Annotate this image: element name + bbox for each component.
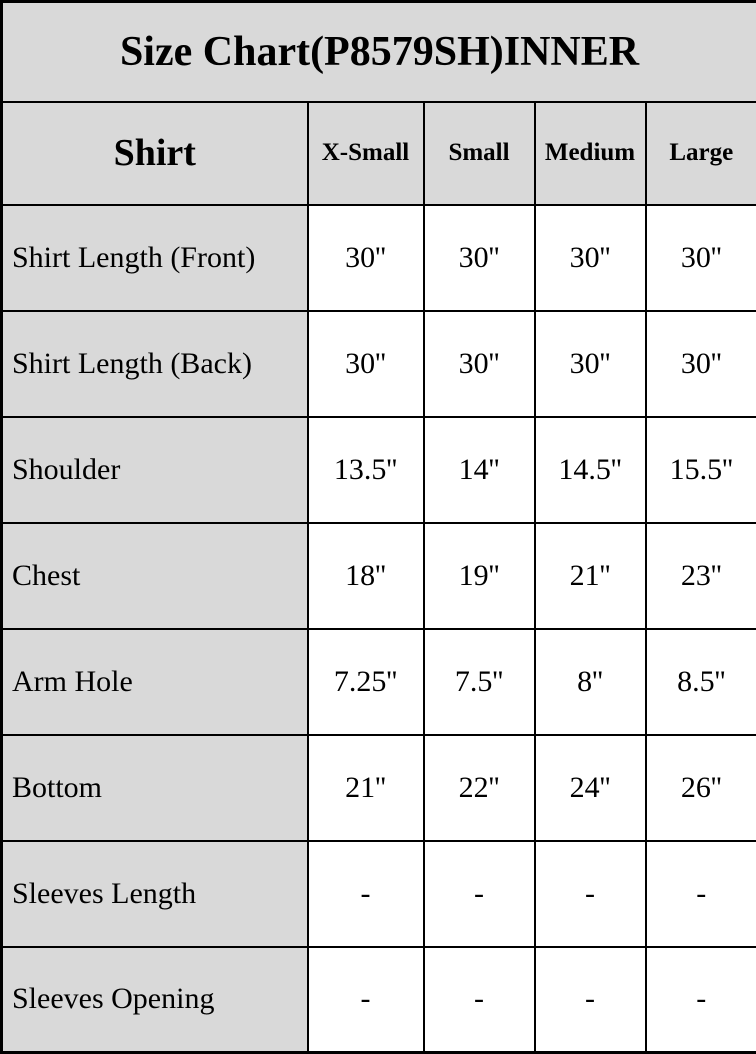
measurement-value: 23'' bbox=[646, 523, 756, 629]
measurement-value: - bbox=[308, 947, 424, 1053]
column-header-xsmall: X-Small bbox=[308, 102, 424, 205]
measurement-value: 19'' bbox=[424, 523, 535, 629]
measurement-value: 24'' bbox=[535, 735, 646, 841]
measurement-value: 30'' bbox=[646, 311, 756, 417]
measurement-label: Shirt Length (Front) bbox=[2, 205, 308, 311]
measurement-value: - bbox=[535, 947, 646, 1053]
measurement-value: - bbox=[424, 841, 535, 947]
measurement-value: 21'' bbox=[535, 523, 646, 629]
column-header-medium: Medium bbox=[535, 102, 646, 205]
measurement-label: Sleeves Opening bbox=[2, 947, 308, 1053]
measurement-value: - bbox=[535, 841, 646, 947]
header-row bbox=[2, 102, 756, 205]
measurement-value: 13.5'' bbox=[308, 417, 424, 523]
column-header-shirt: Shirt bbox=[2, 102, 308, 205]
measurement-value: 30'' bbox=[308, 205, 424, 311]
measurement-value: 30'' bbox=[424, 205, 535, 311]
measurement-value: - bbox=[308, 841, 424, 947]
measurement-label: Shirt Length (Back) bbox=[2, 311, 308, 417]
table-row bbox=[2, 841, 756, 947]
measurement-label: Shoulder bbox=[2, 417, 308, 523]
measurement-value: 18'' bbox=[308, 523, 424, 629]
table-row bbox=[2, 947, 756, 1053]
measurement-value: 8'' bbox=[535, 629, 646, 735]
measurement-value: - bbox=[646, 841, 756, 947]
measurement-value: 30'' bbox=[646, 205, 756, 311]
measurement-label: Arm Hole bbox=[2, 629, 308, 735]
measurement-value: 7.25'' bbox=[308, 629, 424, 735]
measurement-value: - bbox=[424, 947, 535, 1053]
column-header-large: Large bbox=[646, 102, 756, 205]
title-row bbox=[2, 2, 756, 102]
measurement-value: 15.5'' bbox=[646, 417, 756, 523]
chart-title: Size Chart(P8579SH)INNER bbox=[2, 2, 756, 102]
column-header-small: Small bbox=[424, 102, 535, 205]
table-row bbox=[2, 417, 756, 523]
table-row bbox=[2, 735, 756, 841]
table-row bbox=[2, 629, 756, 735]
table-row bbox=[2, 205, 756, 311]
table-row bbox=[2, 523, 756, 629]
measurement-label: Chest bbox=[2, 523, 308, 629]
measurement-value: 14'' bbox=[424, 417, 535, 523]
table-row bbox=[2, 311, 756, 417]
measurement-label: Bottom bbox=[2, 735, 308, 841]
measurement-value: 14.5'' bbox=[535, 417, 646, 523]
measurement-value: 30'' bbox=[535, 311, 646, 417]
measurement-value: 22'' bbox=[424, 735, 535, 841]
measurement-value: 7.5'' bbox=[424, 629, 535, 735]
measurement-value: 30'' bbox=[424, 311, 535, 417]
measurement-value: 30'' bbox=[535, 205, 646, 311]
measurement-value: 26'' bbox=[646, 735, 756, 841]
measurement-value: 30'' bbox=[308, 311, 424, 417]
measurement-value: - bbox=[646, 947, 756, 1053]
measurement-value: 21'' bbox=[308, 735, 424, 841]
measurement-value: 8.5'' bbox=[646, 629, 756, 735]
measurement-label: Sleeves Length bbox=[2, 841, 308, 947]
